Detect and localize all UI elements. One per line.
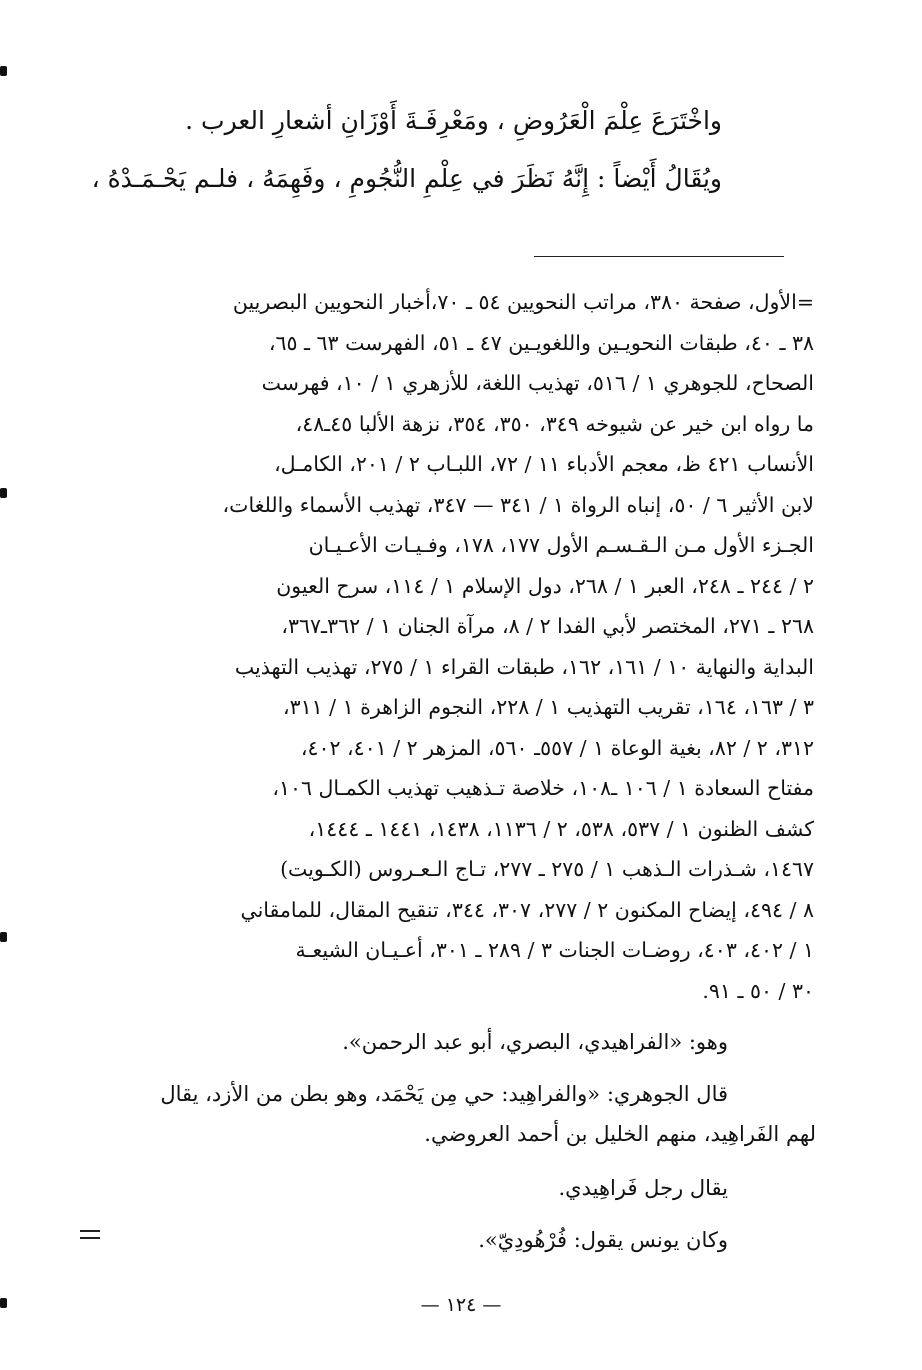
margin-mark [0,488,7,498]
main-text-line-1: واخْتَرَعَ عِلْمَ الْعَرُوضِ ، ومَعْرِفَـةَ أَوْزَانِ أشعارِ العرب . [185,106,722,135]
paragraph-yunus-quote: وكان يونس يقول: فُرْهُودِيّ». [478,1228,728,1252]
margin-mark [0,932,7,942]
continuation-equals-mark [80,1230,100,1244]
footnote-line: =الأول، صفحة ٣٨٠، مراتب النحويين ٥٤ ـ ٧٠،أخبار النحويين البصريين [232,290,814,314]
footnote-line: ٣٨ ـ ٤٠، طبقات النحويـين واللغويـين ٤٧ ـ ٥١، الفهرست ٦٣ ـ ٦٥، [268,330,814,355]
footnote-line: ٣١٢، ٢ / ٨٢، بغية الوعاة ١ / ٥٥٧ـ ٥٦٠، المزهر ٢ / ٤٠١، ٤٠٢، [300,735,814,760]
footnote-line: ١٤٦٧، شـذرات الـذهب ١ / ٢٧٥ ـ ٢٧٧، تـاج الـعـروس (الكـويت) [280,857,814,881]
footnote-line: الصحاح، للجوهري ١ / ٥١٦، تهذيب اللغة، للأزهري ١ / ١٠، فهرست [261,371,814,395]
margin-mark [0,66,7,76]
paragraph-name: وهو: «الفراهيدي، البصري، أبو عبد الرحمن». [342,1030,728,1054]
paragraph-jawhari-quote: قال الجوهري: «والفراهِيد: حي مِن يَحْمَد، وهو بطن من الأزد، يقال [160,1082,728,1106]
margin-mark [0,1298,7,1308]
footnote-line: ٢٦٨ ـ ٢٧١، المختصر لأبي الفدا ٢ / ٨، مرآة الجنان ١ / ٣٦٢ـ٣٦٧، [281,614,814,638]
page-number: — ١٢٤ — [420,1294,502,1316]
footnote-line: ٢ / ٢٤٤ ـ ٢٤٨، العبر ١ / ٢٦٨، دول الإسلام ١ / ١١٤، سرح العيون [276,573,814,598]
footnote-line: ١ / ٤٠٢، ٤٠٣، روضـات الجنات ٣ / ٢٨٩ ـ ٣٠١، أعـيـان الشيعـة [295,938,814,962]
footnote-line: مفتاح السعادة ١ / ١٠٦ ـ١٠٨، خلاصة تـذهيب تهذيب الكمـال ١٠٦، [272,776,814,800]
footnote-line: ٣٠ / ٥٠ ـ ٩١. [702,978,814,1003]
footnotes-block [100,282,814,1011]
footnote-separator [534,256,784,257]
footnote-line: ما رواه ابن خير عن شيوخه ٣٤٩، ٣٥٠، ٣٥٤، نزهة الألبا ٤٥ـ٤٨، [295,411,814,436]
footnote-line: كشف الظنون ١ / ٥٣٧، ٥٣٨، ٢ / ١١٣٦، ١٤٣٨، ١٤٤١ ـ ١٤٤٤، [308,816,814,841]
paragraph-jawhari-quote-cont: لهم الفَراهِيد، منهم الخليل بن أحمد العروضي. [424,1122,816,1146]
footnote-line: الأنساب ٤٢١ ظ، معجم الأدباء ١١ / ٧٢، اللبـاب ٢ / ٢٠١، الكامـل، [274,452,814,476]
footnote-line: ٨ / ٤٩٤، إيضاح المكنون ٢ / ٢٧٧، ٣٠٧، ٣٤٤، تنقيح المقال، للمامقاني [240,897,814,922]
main-text-block [91,92,722,208]
footnote-line: ٣ / ١٦٣، ١٦٤، تقريب التهذيب ١ / ٢٢٨، النجوم الزاهرة ١ / ٣١١، [282,695,814,719]
continuation-text-block [100,1022,816,1260]
paragraph-farahidi-man: يقال رجل فَراهِيدي. [558,1176,728,1200]
footnote-line: البداية والنهاية ١٠ / ١٦١، ١٦٢، طبقات القراء ١ / ٢٧٥، تهذيب التهذيب [234,654,814,679]
footnote-line: لابن الأثير ٦ / ٥٠، إنباه الرواة ١ / ٣٤١ — ٣٤٧، تهذيب الأسماء واللغات، [222,492,814,517]
main-text-line-2: ويُقَالُ أَيْضاً : إِنَّهُ نَظَرَ في عِلْمِ النُّجُومِ ، وفَهِمَهُ ، فلـم يَحْـمَـدْهُ ، [91,164,722,193]
footnote-line: الجـزء الأول مـن الـقـسـم الأول ١٧٧، ١٧٨، وفـيـات الأعـيـان [308,533,814,557]
